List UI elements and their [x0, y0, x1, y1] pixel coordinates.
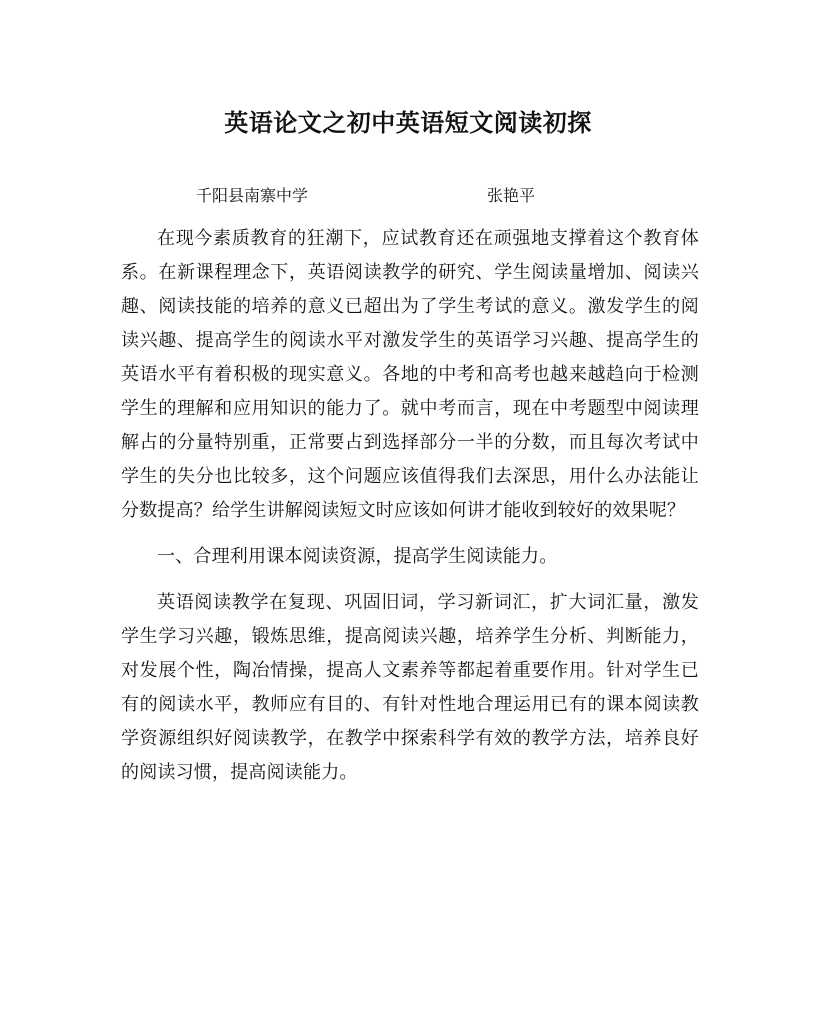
paragraph-section-1: 英语阅读教学在复现、巩固旧词，学习新词汇，扩大词汇量，激发学生学习兴趣，锻炼思维，提高阅读兴趣，培养学生分析、判断能力，对发展个性，陶冶情操，提高人文素养等都起着重要作用。针对学生已有的阅读水平，教师应有目的、有针对性地合理运用已有的课本阅读教学资源组织好阅读教学，在教学中探索科学有效的教学方法，培养良好的阅读习惯，提高阅读能力。: [121, 592, 699, 783]
author-school: 千阳县南寨中学: [196, 186, 309, 205]
author-name: 张艳平: [487, 186, 536, 205]
document-body: [121, 222, 699, 790]
section-heading-1: 一、合理利用课本阅读资源，提高学生阅读能力。: [157, 546, 558, 567]
document-title: 英语论文之初中英语短文阅读初探: [224, 108, 592, 137]
paragraph-intro: 在现今素质教育的狂潮下，应试教育还在顽强地支撑着这个教育体系。在新课程理念下，英语阅读教学的研究、学生阅读量增加、阅读兴趣、阅读技能的培养的意义已超出为了学生考试的意义。激发学生的阅读兴趣、提高学生的阅读水平对激发学生的英语学习兴趣、提高学生的英语水平有着积极的现实意义。各地的中考和高考也越来越趋向于检测学生的理解和应用知识的能力了。就中考而言，现在中考题型中阅读理解占的分量特别重，正常要占到选择部分一半的分数，而且每次考试中学生的失分也比较多，这个问题应该值得我们去深思，用什么办法能让分数提高？给学生讲解阅读短文时应该如何讲才能收到较好的效果呢？: [121, 228, 699, 521]
